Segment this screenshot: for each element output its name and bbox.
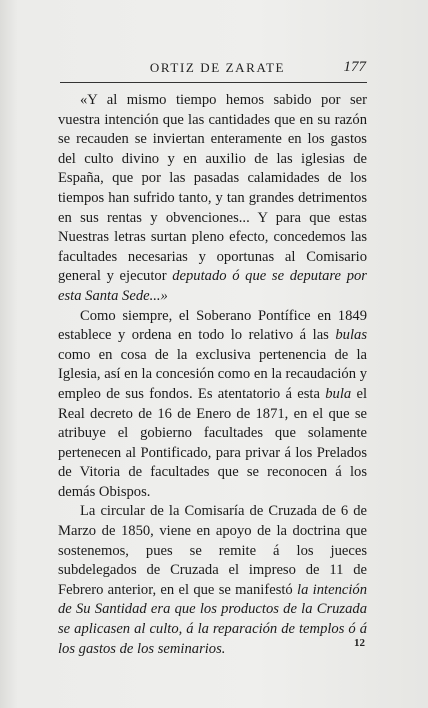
paragraph-2 bbox=[58, 307, 367, 503]
italic-segment: bulas bbox=[335, 327, 367, 344]
text-segment: el Real decreto de 16 de Enero de 1871, en el que se atribuye el gobierno facultades que solamente pertenecen al Pontificado, para privar á los Prelados de Vitoria de facultades que se reconocen á los demás Obispos. bbox=[58, 385, 368, 500]
header-rule bbox=[60, 82, 367, 83]
signature-mark: 12 bbox=[354, 637, 365, 649]
page-header bbox=[69, 60, 366, 80]
text-segment: como en cosa de la exclusiva pertenencia de la Iglesia, así en la concesión como en la recaudación y empleo de sus fondos. Es atentatorio á esta bbox=[58, 346, 367, 402]
italic-segment: la intención de Su Santidad era que los productos de la Cruzada se aplicasen al culto, á la reparación de templos ó á los gastos de los seminarios. bbox=[58, 581, 367, 657]
page-number: 177 bbox=[343, 59, 366, 75]
text-segment: La circular de la Comisaría de Cruzada de 6 de Marzo de 1850, viene en apoyo de la doctrina que sostenemos, pues se remite á los jueces subdelegados de Cruzada el impreso de 11 de Febrero anterior, en el que se manifestó bbox=[58, 503, 367, 598]
text-segment: Como siempre, el Soberano Pontífice en 1849 establece y ordena en todo lo relativo á las bbox=[58, 307, 367, 344]
paragraph-3 bbox=[58, 502, 367, 659]
italic-segment: bula bbox=[325, 385, 352, 402]
italic-segment: deputado ó que se deputare por esta Santa Sede...» bbox=[58, 268, 367, 304]
body-text bbox=[58, 91, 367, 659]
text-segment: «Y al mismo tiempo hemos sabido por ser vuestra intención que las cantidades que en su razón se recauden se inviertan enteramente en los gastos del culto divino y en auxilio de las iglesias de España, que por las pasadas calamidades de los tiempos han sufrido tanto, y tan grandes detrimentos en sus rentas y obvenciones... Y para que estas Nuestras letras surtan pleno efecto, concedemos las facultades necesarias y oportunas al Comisario general y ejecutor bbox=[58, 92, 367, 285]
running-head: ORTIZ DE ZARATE bbox=[149, 60, 286, 75]
paragraph-1 bbox=[58, 91, 367, 307]
